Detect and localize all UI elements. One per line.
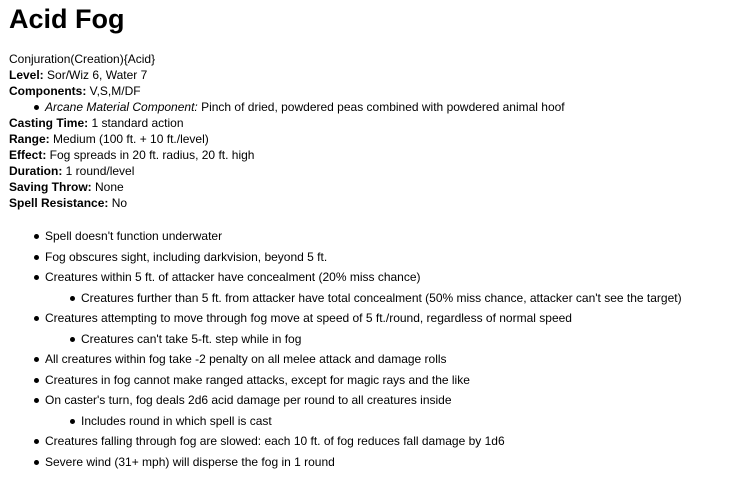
effect-sub-item: Creatures can't take 5-ft. step while in fog: [81, 331, 749, 347]
effect-text: Severe wind (31+ mph) will disperse the fog in 1 round: [45, 454, 335, 469]
effect-item: [45, 372, 749, 388]
effect-sub-list: [45, 331, 749, 347]
spell-title: Acid Fog: [9, 4, 125, 34]
stat-value: 1 round/level: [62, 164, 135, 178]
effect-item: [45, 392, 749, 429]
spell-page: [9, 0, 749, 474]
effect-item: [45, 433, 749, 449]
stat-duration: [9, 163, 749, 179]
effect-text: Creatures in fog cannot make ranged attacks, except for magic rays and the like: [45, 372, 470, 387]
stat-value: No: [108, 196, 128, 210]
stat-effect: [9, 147, 749, 163]
stat-value: 1 standard action: [88, 116, 184, 130]
effect-text: On caster's turn, fog deals 2d6 acid damage per round to all creatures inside: [45, 393, 452, 407]
effect-text: All creatures within fog take -2 penalty on all melee attack and damage rolls: [45, 352, 447, 366]
stat-label: Components:: [9, 84, 87, 98]
effect-text: Creatures falling through fog are slowed: each 10 ft. of fog reduces fall damage by 1d6: [45, 434, 505, 448]
stat-label: Effect:: [9, 148, 47, 162]
effect-item: [45, 269, 749, 306]
components-detail-list: [9, 99, 749, 115]
stat-components: [9, 83, 749, 99]
stat-value: V,S,M/DF: [86, 84, 141, 98]
stat-value: Sor/Wiz 6, Water 7: [43, 68, 148, 82]
stat-value: Fog spreads in 20 ft. radius, 20 ft. high: [46, 148, 255, 162]
stat-range: [9, 131, 749, 147]
spell-school: Conjuration(Creation){Acid}: [9, 52, 156, 66]
effect-text: Creatures within 5 ft. of attacker have concealment (20% miss chance): [45, 270, 421, 284]
component-label: Arcane Material Component:: [45, 100, 198, 114]
component-value: Pinch of dried, powdered peas combined with powdered animal hoof: [197, 100, 565, 114]
stat-label: Casting Time:: [9, 116, 89, 130]
effect-text: Spell doesn't function underwater: [45, 229, 223, 243]
stat-label: Spell Resistance:: [9, 196, 109, 210]
effects-list: [9, 228, 749, 470]
effect-sub-list: [45, 413, 749, 429]
effect-item: [45, 454, 749, 470]
stat-value: None: [91, 180, 124, 194]
effect-sub-item: Creatures further than 5 ft. from attacker have total concealment (50% miss chance, attacker can't see the target): [81, 290, 749, 306]
stat-saving-throw: [9, 179, 749, 195]
list-item: [45, 99, 749, 115]
effect-item: [45, 228, 749, 244]
effect-sub-list: [45, 290, 749, 306]
effect-sub-item: Includes round in which spell is cast: [81, 413, 749, 429]
stat-value: Medium (100 ft. + 10 ft./level): [49, 132, 209, 146]
stat-level: [9, 67, 749, 83]
stat-label: Duration:: [9, 164, 63, 178]
stat-label: Range:: [9, 132, 50, 146]
stat-casting-time: [9, 115, 749, 131]
stat-label: Level:: [9, 68, 44, 82]
effect-item: [45, 249, 749, 265]
effect-item: [45, 351, 749, 367]
stat-label: Saving Throw:: [9, 180, 92, 194]
stat-spell-resistance: [9, 195, 749, 211]
effect-text: Creatures attempting to move through fog move at speed of 5 ft./round, regardless of normal speed: [45, 311, 572, 325]
effect-text: Fog obscures sight, including darkvision, beyond 5 ft.: [45, 249, 328, 264]
effect-item: [45, 310, 749, 347]
